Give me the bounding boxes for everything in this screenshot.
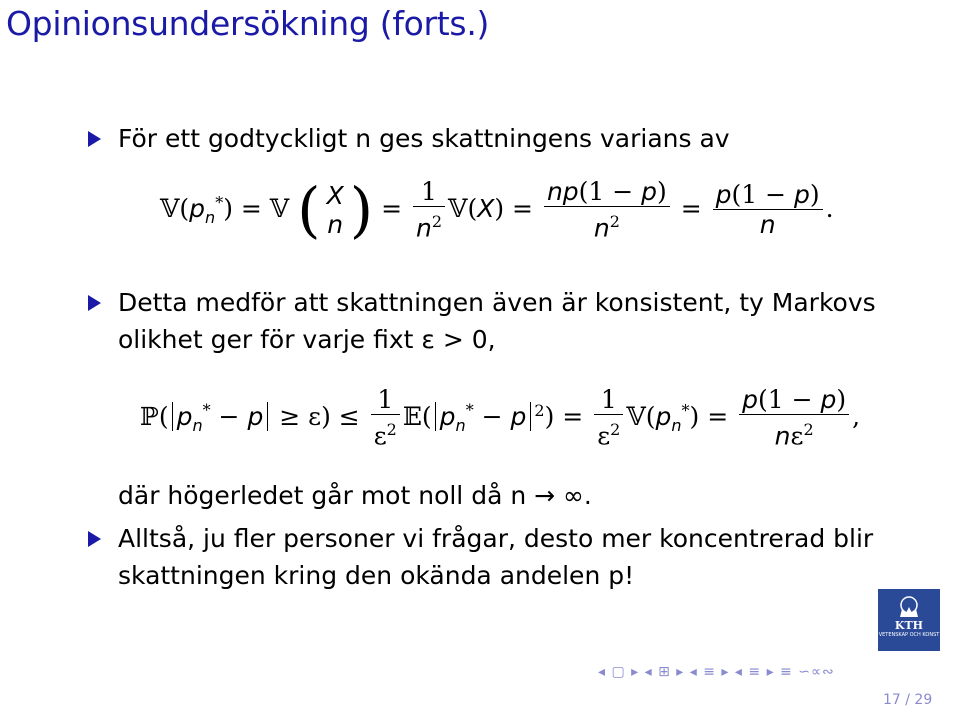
bullet-marker-3 — [88, 531, 101, 547]
bullet-3-line-1: Alltså, ju fler personer vi frågar, desto mer koncentrerad blir — [118, 524, 874, 553]
bullet-3-line-2: skattningen kring den okända andelen p! — [118, 561, 635, 590]
bullet-marker-1 — [88, 131, 101, 147]
page-number: 17 / 29 — [883, 692, 933, 708]
slide-title: Opinionsundersökning (forts.) — [6, 4, 490, 43]
bullet-1-text: För ett godtyckligt n ges skattningens varians av — [118, 124, 730, 153]
variance-equation: $𝕍(p_n^*)$ = 𝕍 ( X n ) = $\frac{1}{n^2}$ 𝕍(X) = $\frac{np(1 - p)}{n^2}$ = $\frac{p(1 - p)}{n}$ . — [160, 175, 834, 246]
bullet-2-line-2: olikhet ger för varje fixt ε > 0, — [118, 325, 496, 354]
limit-statement: där högerledet går mot noll då n → ∞. — [118, 481, 592, 510]
bullet-2-line-1: Detta medför att skattningen även är konsistent, ty Markovs — [118, 288, 876, 317]
kth-logo — [878, 589, 940, 651]
markov-inequality-equation: ℙ( $p_n^* - p \ge \varepsilon$) ≤ $\frac{1}{\varepsilon^2}$ 𝔼( $p_n^* - p$ $^2$) = $\frac{1}{\varepsilon^2}$ $𝕍(p_n^*)$ = $\frac{p(1 - p)}{n\varepsilon^2}$ , — [140, 385, 861, 451]
beamer-navigation-bar[interactable]: ◂ ▢ ▸ ◂ ⊞ ▸ ◂ ≡ ▸ ◂ ≡ ▸ ≡ ∽∝∾ — [598, 664, 835, 680]
logo-subtext: VETENSKAP OCH KONST — [878, 632, 940, 638]
bullet-marker-2 — [88, 295, 101, 311]
logo-text: KTH — [894, 619, 924, 632]
